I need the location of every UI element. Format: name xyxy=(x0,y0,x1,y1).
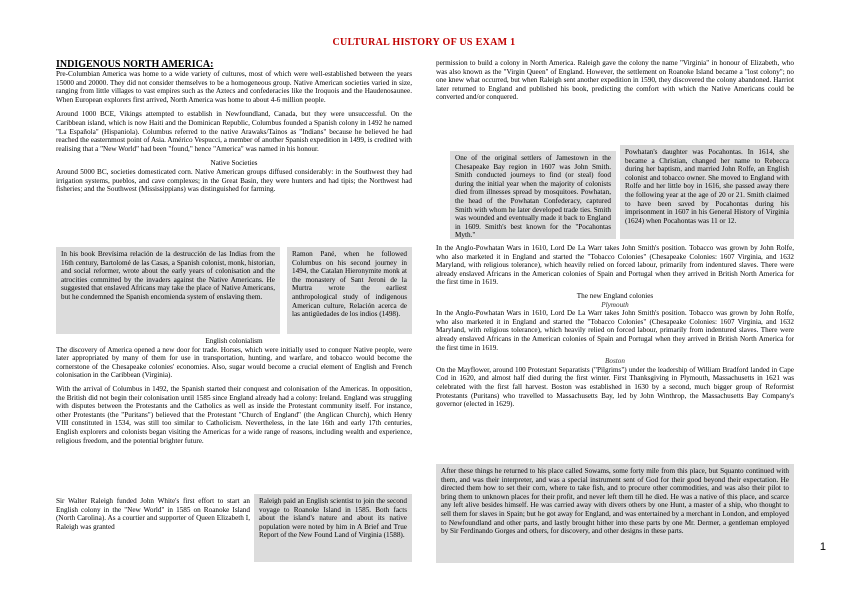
left-column-middle xyxy=(56,337,412,445)
sidebar-box-las-casas: In his book Brevísima relación de la destrucción de las Indias from the 16th century, Bartolomé de las Casas, a Spanish colonist, monk, historian, and social reformer, wrote about the early years of colonisation and the atrocities committed by the invaders against the Native Americans. He suggested that enslaved Africans may take the place of Native Americans, but he condemned the Spanish encomienda system of enslaving them. xyxy=(56,247,280,334)
sidebar-box-john-smith: One of the original settlers of Jamestown in the Chesapeake Bay region in 1607 was John Smith. Smith conducted journeys to find (or steal) food during the initial year when the majority of colonists died from illnesses spread by mosquitoes. Powhatan, the head of the Powhatan Confederacy, captured Smith with whom he later developed trade ties. Smith was wounded and eventually made it back to England in 1609. Smith's best known for the "Pocahontas Myth." xyxy=(450,151,616,239)
right-column-top xyxy=(436,59,794,102)
subheading-english-colonialism: English colonialism xyxy=(205,337,263,345)
paragraph-raleigh: Sir Walter Raleigh funded John White's first effort to start an English colony in the "New World" in 1585 on Roanoke Island (North Carolina). As a courtier and supporter of Queen Elizabeth I, Raleigh was granted xyxy=(56,497,250,531)
sidebar-box-raleigh-scientist: Raleigh paid an English scientist to join the second voyage to Roanoke Island in 1585. Both facts about the island's nature and about its native population were noted by him in A Brief and True Report of the New Found Land of Virginia (1588). xyxy=(254,494,412,562)
subheading-plymouth: Plymouth xyxy=(601,300,629,309)
subheading-boston: Boston xyxy=(605,357,625,366)
sidebar-box-ramon-pane: Ramon Pané, when he followed Columbus on his second journey in 1494, the Catalan Hieronymite monk at the monastery of Sant Jeroni de la Murtra wrote the earliest anthropological study of indigenous American culture, Relación acerca de las antigüedades de los indios (1498). xyxy=(287,247,412,334)
sidebar-box-squanto: After these things he returned to his place called Sowams, some forty mile from this place, but Squanto continued with them, and was their interpreter, and was a special instrument sent of God for their good beyond their expectation. He directed them how to set their corn, where to take fish, and to procure other commodities, and was also their pilot to bring them to unknown places for their profit, and never left them till he died. He was a native of this place, and scarce any left alive besides himself. He was carried away with divers others by one Hunt, a master of a ship, who thought to sell them for slaves in Spain; but he got away for England, and was entertained by a merchant in London, and employed to Newfoundland and other parts, and lastly brought hither into these parts by one Mr. Dermer, a gentleman employed by Sir Ferdinando Gorges and others, for discovery, and other designs in these parts. xyxy=(436,464,794,563)
section-heading-indigenous: INDIGENOUS NORTH AMERICA: xyxy=(56,59,214,70)
subheading-new-england: The new England colonies xyxy=(576,291,654,300)
paragraph-trade: The discovery of America opened a new door for trade. Horses, which were initially used to conquer Native people, were later appropriated by many of them for use in transportation, hunting, and warfare, and tobacco would become the cornerstone of the Chesapeake colonies' economies. Also, sugar would become a crucial element of English and French colonisation in the Caribbean (Virginia). xyxy=(56,345,412,380)
paragraph-virginia-colony: permission to build a colony in North America. Raleigh gave the colony the name "Virginia" in honour of Elizabeth, who was also known as the "Virgin Queen" of England. However, the settlement on Roanoke Island became a "lost colony"; no one knew what occurred, but when Raleigh sent another expedition in 1590, they discovered the colony abandoned. Harriot later returned to England and published his book, predicting the comfort with which the Native Americans could be converted and/or conquered. xyxy=(436,59,794,102)
paragraph-precolumbian: Pre-Columbian America was home to a wide variety of cultures, most of which were well-established between the years 15000 and 20000. They did not consider themselves to be a homogeneous group. Native American societies varied in size, ranging from little villages to vast empires such as the Aztecs and confederacies like the Iroquois and the Haudenosaunee. When European explorers first arrived, North America was home to about 4-6 million people. xyxy=(56,70,412,104)
paragraph-mayflower: On the Mayflower, around 100 Protestant Separatists ("Pilgrims") under the leadership of William Bradford landed in Cape Cod in 1620, and almost half died during the first winter. First Thanksgiving in Plymouth, Massachusetts in 1621 was celebrated with the first fall harvest. Boston was established in 1630 by a second, much bigger group of Reformist Protestants (Puritans) who travelled to Massachusetts Bay, led by John Winthrop, the Massachusetts Bay Company's governor (elected in 1629). xyxy=(436,365,794,409)
paragraph-anglo-powhatan-2: In the Anglo-Powhatan Wars in 1610, Lord De La Warr takes John Smith's position. Tobacco was grown by John Rolfe, who also marketed it in England and started the "Tobacco Colonies" (Chesapeake Colonies: 1607 Virginia, and 1632 Maryland, with religious tolerance), which heavily relied on forced labour, primarily from indentured slaves. There were already enslaved Africans in the American colonies of Spain and Portugal when they arrived in British North America for the first time in 1619. xyxy=(436,309,794,352)
paragraph-anglo-powhatan-1: In the Anglo-Powhatan Wars in 1610, Lord De La Warr takes John Smith's position. Tobacco was grown by John Rolfe, who also marketed it in England and started the "Tobacco Colonies" (Chesapeake Colonies: 1607 Virginia, and 1632 Maryland, with religious tolerance), which heavily relied on forced labour, primarily from indentured slaves. There were already enslaved Africans in the American colonies of Spain and Portugal when they arrived in British North America for the first time in 1619. xyxy=(436,244,794,287)
sidebar-box-pocahontas: Powhatan's daughter was Pocahontas. In 1614, she became a Christian, changed her name to Rebecca during her baptism, and married John Rolfe, an English colonist and tobacco owner. She moved to England with Rolfe and her little boy in 1616, she passed away there the following year at the age of 20 or 21. Smith claimed to have been saved by Pocahontas during his imprisonment in 1607 in his General History of Virginia (1624) when Pocahontas was 11 or 12. xyxy=(620,145,794,239)
right-column-middle xyxy=(436,244,794,409)
paragraph-native-societies: Around 5000 BC, societies domesticated corn. Native American groups diffused considerably: in the Southwest they had irrigation systems, pueblos, and cave complexes; in the Great Basin, they were hunters and had tipis; the Northwest had fisheries; and the Southwest (Mississippians) was distinguished for farming. xyxy=(56,167,412,194)
left-column-top xyxy=(56,59,412,194)
page-number: 1 xyxy=(819,541,826,553)
document-title: CULTURAL HISTORY OF US EXAM 1 xyxy=(332,37,516,48)
paragraph-vikings-columbus: Around 1000 BCE, Vikings attempted to establish in Newfoundland, Canada, but they were unsuccessful. On the Caribbean island, which is now Haiti and the Dominican Republic, Columbus founded a Spanish colony in 1492 he named "La Española" (Hispaniola). Columbus referred to the native Arawaks/Tainos as "Indians" because he believed he had reached the easternmost point of Asia. Américo Vespucci, a member of another Spanish expedition in 1499, is credited with realising that a "New World" had been "found," hence "America" was named in his honour. xyxy=(56,110,412,153)
left-column-bottom xyxy=(56,497,250,531)
subheading-native-societies: Native Societies xyxy=(210,159,258,168)
paragraph-spanish-british: With the arrival of Columbus in 1492, the Spanish started their conquest and colonisation of the Americas. In opposition, the British did not begin their colonisation until 1585 since England already had a colony: Ireland. England was struggling with disputes between the Protestants and the Catholics as well as inside the Protestant community itself. For instance, other Protestants (the "Puritans") believed that the Protestant "Church of England" (the Anglican Church), which Henry VIII constituted in 1534, was still too similar to Catholicism. Nevertheless, in the late 16th and early 17th centuries, English explorers and colonists began visiting the Americas for a wide range of reasons, including wealth and experience, religious freedom, and the potential brighter future. xyxy=(56,384,412,445)
